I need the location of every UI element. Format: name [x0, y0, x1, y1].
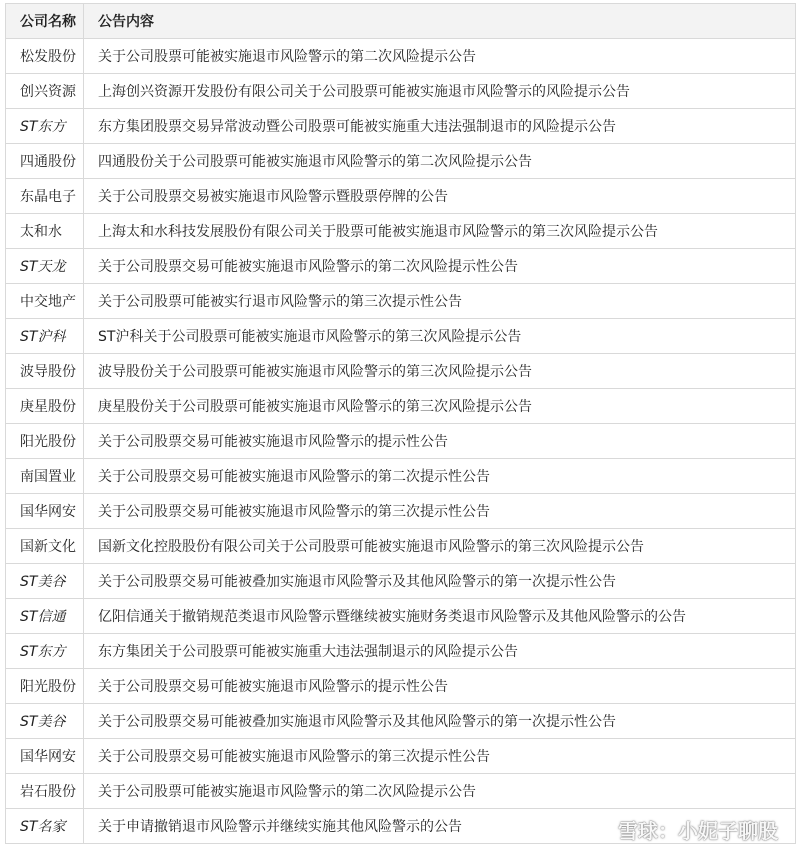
announcement-cell: 关于公司股票可能被实行退市风险警示的第三次提示性公告 [84, 284, 796, 319]
table-row [6, 529, 796, 564]
header-announcement: 公告内容 [84, 4, 796, 39]
table-row [6, 599, 796, 634]
company-name-cell: ST美谷 [6, 564, 84, 599]
table-row [6, 39, 796, 74]
company-name-cell: 南国置业 [6, 459, 84, 494]
company-name-cell: 庚星股份 [6, 389, 84, 424]
company-name-cell: 东晶电子 [6, 179, 84, 214]
table-row [6, 179, 796, 214]
announcement-table [5, 3, 796, 844]
header-company: 公司名称 [6, 4, 84, 39]
table-row [6, 284, 796, 319]
announcement-cell: 关于公司股票可能被实施退市风险警示的第二次风险提示公告 [84, 39, 796, 74]
table-row [6, 74, 796, 109]
table-body [6, 39, 796, 844]
company-name-cell: 中交地产 [6, 284, 84, 319]
announcement-cell: 关于公司股票交易可能被实施退市风险警示的第二次提示性公告 [84, 459, 796, 494]
announcement-cell: 东方集团关于公司股票可能被实施重大违法强制退示的风险提示公告 [84, 634, 796, 669]
company-name-cell: 波导股份 [6, 354, 84, 389]
announcement-cell: 东方集团股票交易异常波动暨公司股票可能被实施重大违法强制退市的风险提示公告 [84, 109, 796, 144]
announcement-cell: 关于申请撤销退市风险警示并继续实施其他风险警示的公告 [84, 809, 796, 844]
table-row [6, 144, 796, 179]
announcement-cell: 关于公司股票交易可能被实施退市风险警示的第三次提示性公告 [84, 739, 796, 774]
table-row [6, 109, 796, 144]
announcement-cell: 亿阳信通关于撤销规范类退市风险警示暨继续被实施财务类退市风险警示及其他风险警示的公告 [84, 599, 796, 634]
table-row [6, 319, 796, 354]
snowball-logo-icon [588, 818, 612, 842]
company-name-cell: 国华网安 [6, 494, 84, 529]
announcement-cell: ST沪科关于公司股票可能被实施退市风险警示的第三次风险提示公告 [84, 319, 796, 354]
table-row [6, 424, 796, 459]
company-name-cell: 阳光股份 [6, 424, 84, 459]
table-row [6, 634, 796, 669]
company-name-cell: ST沪科 [6, 319, 84, 354]
table-row [6, 494, 796, 529]
company-name-cell: 阳光股份 [6, 669, 84, 704]
table-row [6, 249, 796, 284]
company-name-cell: 四通股份 [6, 144, 84, 179]
announcement-cell: 关于公司股票交易可能被实施退市风险警示的第二次风险提示性公告 [84, 249, 796, 284]
announcement-cell: 关于公司股票交易可能被叠加实施退市风险警示及其他风险警示的第一次提示性公告 [84, 704, 796, 739]
announcement-cell: 庚星股份关于公司股票可能被实施退市风险警示的第三次风险提示公告 [84, 389, 796, 424]
company-name-cell: ST名家 [6, 809, 84, 844]
table-row [6, 739, 796, 774]
watermark-text: 雪球：小妮子聊股 [618, 819, 778, 843]
company-name-cell: 创兴资源 [6, 74, 84, 109]
announcement-cell: 关于公司股票交易可能被叠加实施退市风险警示及其他风险警示的第一次提示性公告 [84, 564, 796, 599]
announcement-cell: 上海太和水科技发展股份有限公司关于股票可能被实施退市风险警示的第三次风险提示公告 [84, 214, 796, 249]
announcement-cell: 关于公司股票交易可能被实施退市风险警示的提示性公告 [84, 424, 796, 459]
announcement-cell: 波导股份关于公司股票可能被实施退市风险警示的第三次风险提示公告 [84, 354, 796, 389]
company-name-cell: ST东方 [6, 109, 84, 144]
company-name-cell: 岩石股份 [6, 774, 84, 809]
company-name-cell: ST东方 [6, 634, 84, 669]
table-row [6, 354, 796, 389]
table-row [6, 214, 796, 249]
announcement-cell: 关于公司股票交易被实施退市风险警示暨股票停牌的公告 [84, 179, 796, 214]
announcement-cell: 国新文化控股股份有限公司关于公司股票可能被实施退市风险警示的第三次风险提示公告 [84, 529, 796, 564]
company-name-cell: 太和水 [6, 214, 84, 249]
announcement-cell: 关于公司股票交易可能被实施退市风险警示的第三次提示性公告 [84, 494, 796, 529]
company-name-cell: 松发股份 [6, 39, 84, 74]
table-row [6, 669, 796, 704]
announcement-cell: 关于公司股票可能被实施退市风险警示的第二次风险提示公告 [84, 774, 796, 809]
table-header-row [6, 4, 796, 39]
announcement-cell: 关于公司股票交易可能被实施退市风险警示的提示性公告 [84, 669, 796, 704]
table-row [6, 704, 796, 739]
announcement-cell: 四通股份关于公司股票可能被实施退市风险警示的第二次风险提示公告 [84, 144, 796, 179]
table-row [6, 459, 796, 494]
company-name-cell: ST天龙 [6, 249, 84, 284]
table-row [6, 774, 796, 809]
table-row [6, 389, 796, 424]
announcement-cell: 上海创兴资源开发股份有限公司关于公司股票可能被实施退市风险警示的风险提示公告 [84, 74, 796, 109]
watermark [588, 815, 778, 844]
company-name-cell: 国新文化 [6, 529, 84, 564]
company-name-cell: 国华网安 [6, 739, 84, 774]
company-name-cell: ST信通 [6, 599, 84, 634]
table-row [6, 564, 796, 599]
company-name-cell: ST美谷 [6, 704, 84, 739]
